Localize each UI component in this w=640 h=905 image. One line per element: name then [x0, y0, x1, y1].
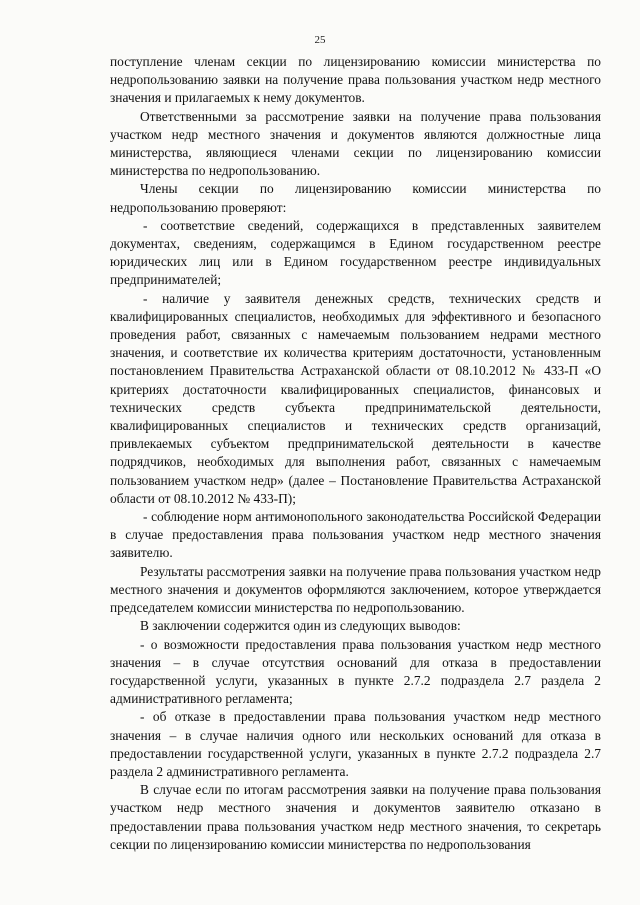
- list-item-2: - наличие у заявителя денежных средств, технических средств и квалифицированных специалистов, необходимых для эффективного и безопасного проведения работ, связанных с намечаемым пользованием недрами местного значения, и соответствие их количества критериям достаточности, установленным постановлением Правительства Астраханской области от 08.10.2012 № 433-П «О критериях достаточности квалифицированных специалистов, финансовых и технических средств субъекта предпринимательской деятельности, квалифицированных специалистов и технических средств организаций, привлекаемых субъектом предпринимательской деятельности в качестве подрядчиков, необходимых для выполнения работ, связанных с намечаемым пользованием участком недр» (далее – Постановление Правительства Астраханской области от 08.10.2012 № 433-П);: [110, 290, 601, 506]
- paragraph-5: В заключении содержится один из следующих выводов:: [140, 618, 461, 634]
- paragraph-6: В случае если по итогам рассмотрения заявки на получение права пользования участком недр местного значения и документов заявителю отказано в предоставлении права пользования участком недр местного значения, то секретарь секции по лицензированию комиссии министерства по недропользования: [110, 782, 601, 852]
- paragraph-3: Члены секции по лицензированию комиссии министерства по недропользованию проверяют:: [110, 181, 601, 215]
- list-item-3: - соблюдение норм антимонопольного законодательства Российской Федерации в случае предоставления права пользования участком недр местного значения заявителю.: [110, 509, 601, 561]
- paragraph-1: поступление членам секции по лицензированию комиссии министерства по недропользованию заявки на получение права пользования участком недр местного значения и прилагаемых к нему документов.: [110, 54, 601, 106]
- paragraph-4: Результаты рассмотрения заявки на получение права пользования участком недр местного значения и документов оформляются заключением, которое утверждается председателем комиссии министерства по недропользованию.: [110, 563, 601, 616]
- document-body: [110, 53, 601, 854]
- list-item-1: - соответствие сведений, содержащихся в представленных заявителем документах, сведениям, содержащимся в Едином государственном реестре юридических лиц или в Едином государственном реестре индивидуальных предпринимателей;: [110, 217, 601, 288]
- page-number: 25: [314, 34, 326, 46]
- list-item-4: - о возможности предоставления права пользования участком недр местного значения – в случае отсутствия оснований для отказа в предоставлении государственной услуги, указанных в пункте 2.7.2 подраздела 2.7 раздела 2 административного регламента;: [110, 636, 601, 707]
- list-item-5: - об отказе в предоставлении права пользования участком недр местного значения – в случае наличия одного или нескольких оснований для отказа в предоставлении государственной услуги, указанных в пункте 2.7.2 подраздела 2.7 раздела 2 административного регламента.: [110, 709, 601, 779]
- paragraph-2: Ответственными за рассмотрение заявки на получение права пользования участком недр местного значения и документов являются должностные лица министерства, являющиеся членами секции по лицензированию комиссии министерства по недропользованию.: [110, 108, 601, 179]
